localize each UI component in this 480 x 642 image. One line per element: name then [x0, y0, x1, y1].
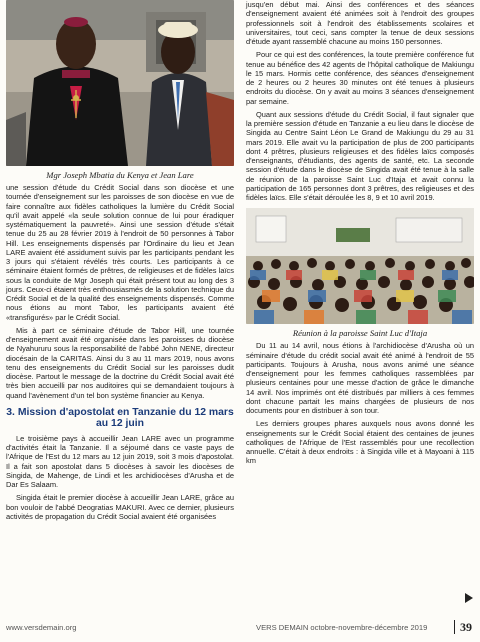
body-paragraph: jusqu'en début mai. Ainsi des conférences et des séances d'enseignement avaient été animées soit à l'endroit des groupes professionnels soit à l'endroit des établissements scolaires et universitaires, tout ceci, sans compter la tenue de deux sessions d'étude ayant rassemblé chacune au moins 150 personnes.	[246, 0, 474, 46]
photo-caption-meeting: Réunion à la paroisse Saint Luc d'Itaja	[292, 328, 428, 339]
body-paragraph: Pour ce qui est des conférences, la toute première conférence fut tenue au bénéfice des 42 agents de l'hôpital catholique de Makiungu le 15 mars. Hormis cette conférence, des séances d'enseignement de 2 heures ou 2 heures 30 minutes ont été tenues à plusieurs endroits du diocèse. On y avait au moins 3 séances d'enseignement par semaine.	[246, 50, 474, 106]
page-footer	[6, 620, 472, 636]
photo-caption-bishop: Mgr Joseph Mbatia du Kenya et Jean Lare	[46, 170, 194, 180]
photo-meeting-image	[246, 208, 474, 324]
photo-meeting-saint-luc-itaja	[246, 208, 474, 324]
body-paragraph: Les derniers groupes phares auxquels nous avons donné les enseignements sur le Crédit Social étaient des centaines de jeunes catholiques de l'Afrique de l'Est rassemblés pour une recollection annuelle. C'était à deux endroits : à Singida ville et à Mayoani à 115 km	[246, 419, 474, 466]
body-paragraph: Singida était le premier diocèse à accueillir Jean LARE, grâce au bon vouloir de l'abbé Deogratias MAKURI. Avec ce dernier, plusieurs activités de propagation du Crédit Social avaient été organisées	[6, 493, 234, 521]
body-paragraph: une session d'étude du Crédit Social dans son diocèse et une tournée d'enseignement sur les paroisses de son diocèse en vue de faire connaître aux fidèles catholiques la lumière du Crédit Social qu'il avait appelé «la seule solution connue de lui pour éradiquer systématiquement la pauvreté». Ainsi une session d'étude s'était tenue du 25 au 28 février 2019 à l'endroit de 50 personnes à Tabor Hill. Les enseignements dispensés par l'Ordinaire du lieu et Jean LARE avaient été assidument suivis par les participants pendant les 3 jours qui s'étaient révélés très courts. Les participants à ce séminaire étaient formés de prêtres, de religieuses et de fidèles laïcs sous la conduite de Mgr Joseph qui était présent tout au long des 3 jours. Ceux-ci étaient très enthousiasmés de la solution technique du Crédit Social et de la qualité des enseignements dispensés. Comme nous étions au mont Tabor, les participants avaient été «transfigurés» par le Crédit Social.	[6, 183, 234, 322]
body-paragraph: Le troisième pays à accueillir Jean LARE avec un programme d'activités était la Tanzanie. Il a séjourné dans ce vaste pays de l'Afrique de l'Est du 12 mars au 12 juin 2019, soit 3 mois d'apostolat. Il a fait son apostolat dans 5 diocèses à savoir les diocèses de Singida, de Mahenge, de Lindi et les archidiocèses d'Arusha et de Dar Es Salaam.	[6, 433, 234, 490]
body-paragraph: Du 11 au 14 avril, nous étions à l'archidiocèse d'Arusha où un séminaire d'étude du crédit social avait été animé à l'endroit de 55 participants. Toujours à Arusha, nous avons animé une séance d'enseignement pour les femmes catholiques rassemblées par plusieurs centaines pour une messe d'action de grâce le dimanche 14 avril. Nos imprimés ont été distribués par milliers à ces femmes dont chacune partait les mains chargées de plusieurs de nos documents pour en distribuer à son tour.	[246, 341, 474, 415]
footer-issue-label: VERS DEMAIN octobre-novembre-décembre 2019	[256, 623, 428, 632]
page-number: 39	[454, 620, 472, 634]
left-column	[6, 0, 234, 521]
footer-website-link[interactable]: www.versdemain.org	[6, 623, 77, 632]
section-heading-tanzania: 3. Mission d'apostolat en Tanzanie du 12 mars au 12 juin	[6, 406, 234, 430]
photo-bishop-and-jean-lare	[6, 0, 234, 166]
next-page-arrow-icon	[465, 593, 473, 603]
body-paragraph: Quant aux sessions d'étude du Crédit Social, il faut signaler que la première session d'étude en Tanzanie a eu lieu dans le diocèse de Singida au Centre Saint Léon Le Grand de Makiungu du 29 au 31 mars 2019. Elle avait vu la participation de plus de 200 participants dont 4 prêtres, plusieurs religieuses et des fidèles laïcs composés d'enseignants, d'étudiants, des agents de santé, etc. La seconde session d'étude dans le diocèse de Singida avait été tenue à la salle de réunion de la paroisse Saint Luc d'Itaja et avait connu la participation de 165 personnes dont 3 prêtres, des religieuses et des fidèles laïcs. Elle s'était déroulée les 8, 9 et 10 avril 2019.	[246, 109, 474, 202]
right-column	[246, 0, 474, 466]
body-paragraph: Mis à part ce séminaire d'étude de Tabor Hill, une tournée d'enseignement avait été organisée dans les paroisses du diocèse de Nyahururu sous la responsabilité de l'abbé John NENE, directeur diocésain de la CARITAS. Ainsi du 3 au 11 mars 2019, nous avons tenu des enseignements du Crédit Social sur les paroisses dudit diocèse. Partout le message de la doctrine du Crédit Social avait été très bien accueilli par nos auditoires qui se demandaient toujours à quand l'avènement d'un tel bon système financier au Kenya.	[6, 325, 234, 400]
photo-bishop-and-jean-lare-image	[6, 0, 234, 166]
